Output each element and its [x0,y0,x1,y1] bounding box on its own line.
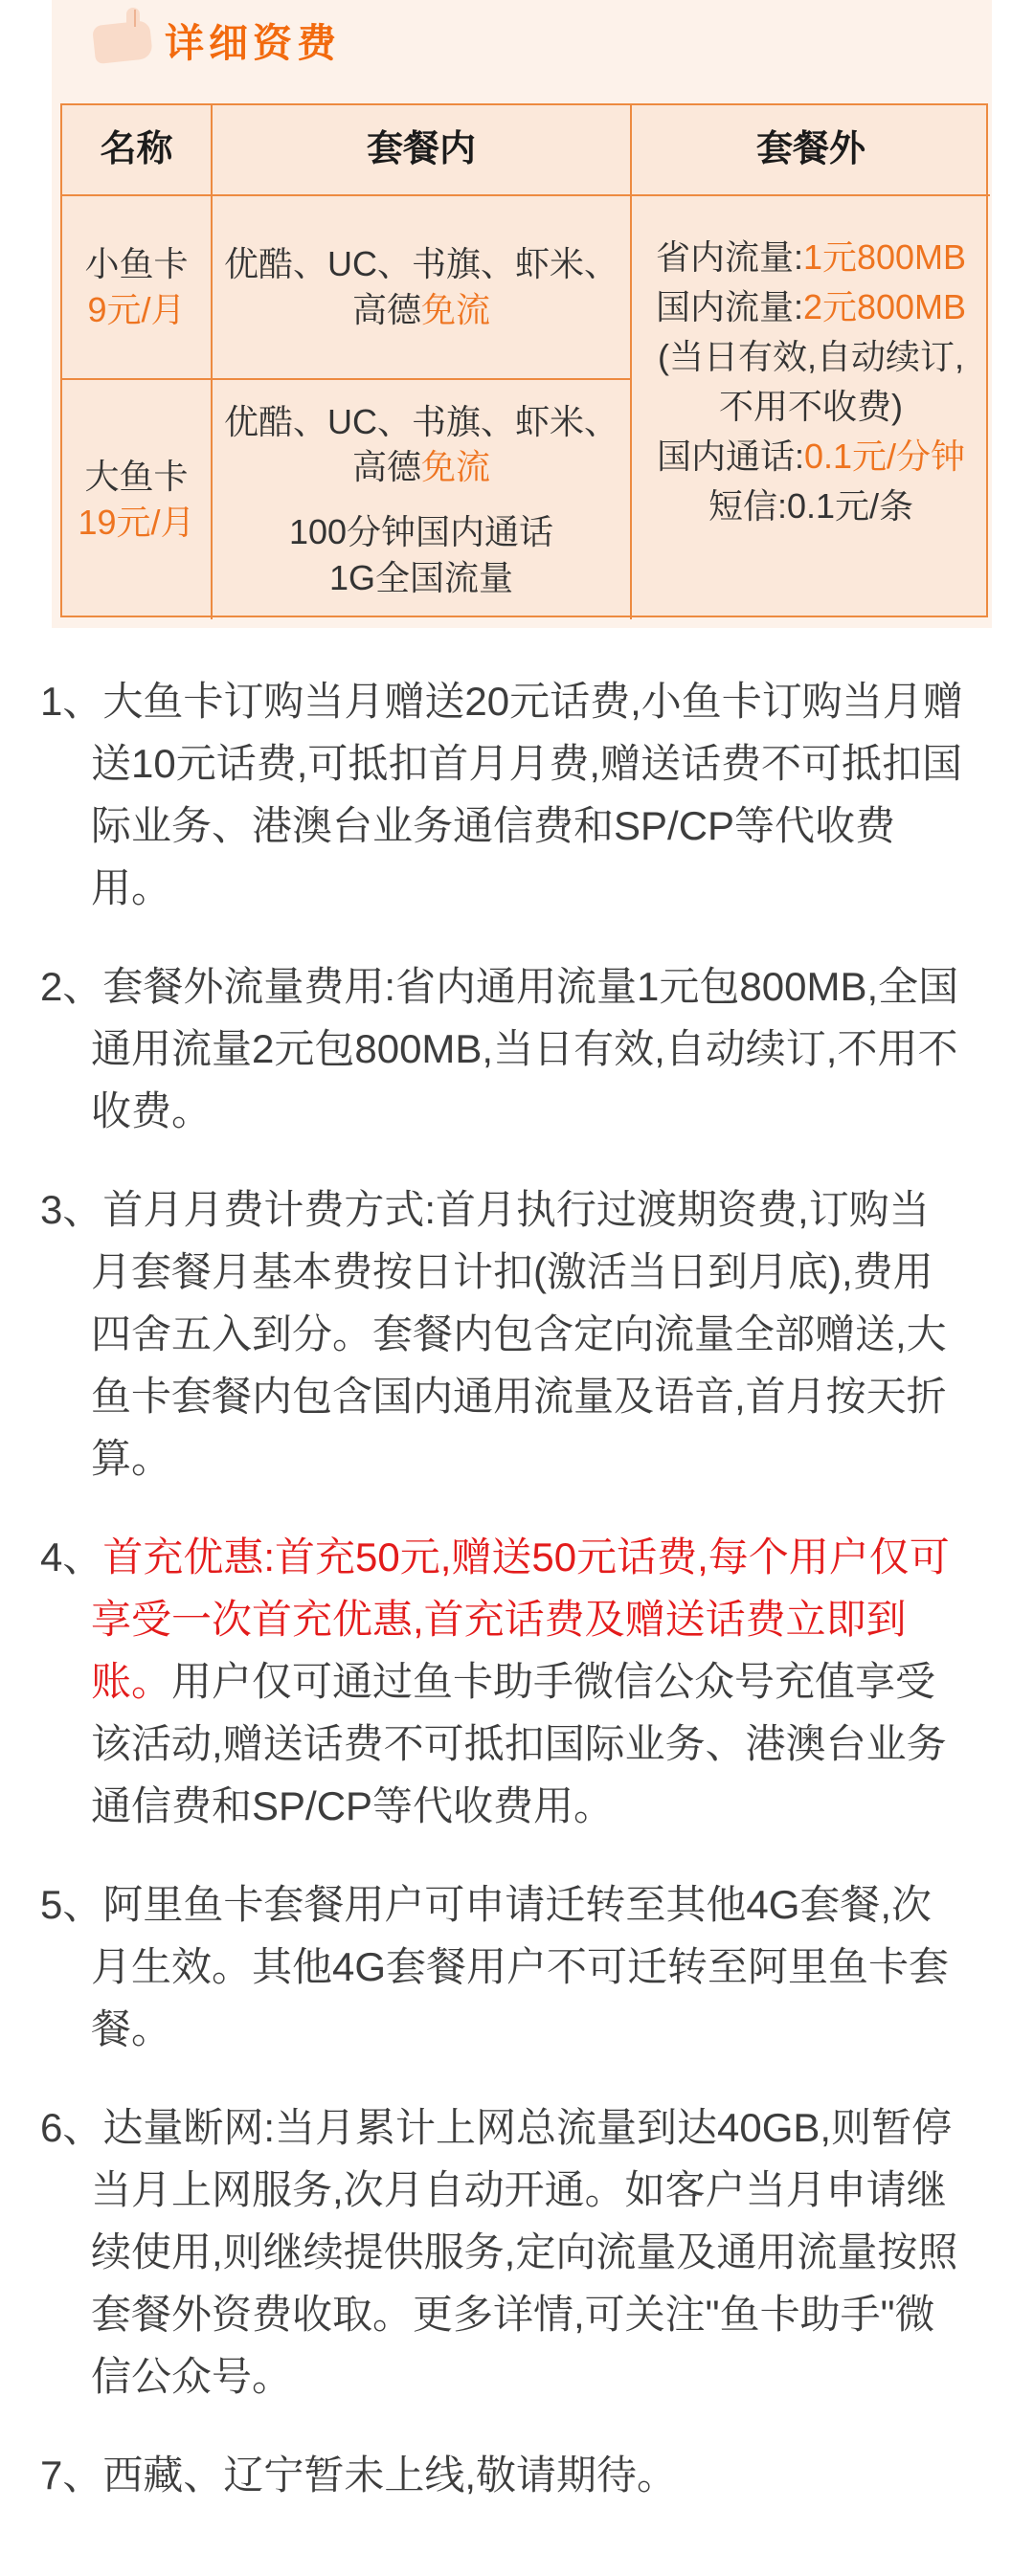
free-flow-tag: 免流 [421,447,491,487]
note-6: 6、达量断网:当月累计上网总流量到达40GB,则暂停当月上网服务,次月自动开通。如客户当月申请继续使用,则继续提供服务,定向流量及通用流量按照套餐外资费收取。更多详情,可关注"鱼卡助手"微信公众号。 [40,2105,958,2399]
plan-price: 9元/月 [87,290,186,329]
note-7: 7、西藏、辽宁暂未上线,敬请期待。 [40,2453,678,2498]
note-number: 3、 [40,1187,103,1232]
note-number: 2、 [40,964,103,1009]
apps-line1: 优酷、UC、书旗、虾米、 [224,244,618,284]
note-5: 5、阿里鱼卡套餐用户可申请迁转至其他4G套餐,次月生效。其他4G套餐用户不可迁转至阿里鱼卡套餐。 [40,1882,950,2051]
out-note-line1: (当日有效,自动续订, [658,336,964,376]
note-number: 4、 [40,1534,103,1579]
apps-line2: 高德免流 [351,447,491,487]
plan-name: 小鱼卡 [84,244,189,284]
out-note-line2: 不用不收费) [719,386,903,426]
plan-minutes: 100分钟国内通话 [288,512,554,551]
out-line-national: 国内流量:2元800MB [655,286,967,326]
table-header-name: 名称 [62,105,211,196]
out-package-cell [630,196,990,619]
out-line-call: 国内通话:0.1元/分钟 [656,436,966,476]
table-header-in-package: 套餐内 [211,105,630,196]
plan-name: 大鱼卡 [84,457,189,497]
note-number: 7、 [40,2453,103,2498]
note-4: 4、首充优惠:首充50元,赠送50元话费,每个用户仅可享受一次首充优惠,首充话费及赠送话费立即到账。用户仅可通过鱼卡助手微信公众号充值享受该活动,赠送话费不可抵扣国际业务、港澳台业务通信费和SP/CP等代收费用。 [40,1534,950,1828]
note-3: 3、首月月费计费方式:首月执行过渡期资费,订购当月套餐月基本费按日计扣(激活当日到月底),费用四舍五入到分。套餐内包含定向流量全部赠送,大鱼卡套餐内包含国内通用流量及语音,首月按天折算。 [40,1187,947,1481]
apps-line1: 优酷、UC、书旗、虾米、 [224,401,618,441]
hand-icon-palm [92,20,153,64]
free-flow-tag: 免流 [421,290,491,329]
table-header-out-package: 套餐外 [630,105,990,196]
hand-icon-tick [134,10,136,27]
in-package-cell-small-fish [211,196,630,378]
note-1: 1、大鱼卡订购当月赠送20元话费,小鱼卡订购当月赠送10元话费,可抵扣首月月费,赠送话费不可抵扣国际业务、港澳台业务通信费和SP/CP等代收费用。 [40,679,963,910]
note-number: 5、 [40,1882,103,1927]
promo-highlight: 首充优惠:首充50元,赠送50元话费,每个用户仅可享受一次首充优惠,首充话费及赠送话费立即到账。 [91,1534,950,1704]
out-line-sms: 短信:0.1元/条 [708,485,914,526]
out-line-province: 省内流量:1元800MB [655,236,967,277]
rate-table [60,103,988,617]
note-number: 6、 [40,2105,103,2150]
plan-name-cell-big-fish [62,378,211,619]
plan-name-cell-small-fish [62,196,211,378]
hand-icon [92,8,159,63]
plan-price: 19元/月 [78,503,195,542]
apps-line2: 高德免流 [351,290,491,329]
notes-section [40,670,969,2542]
in-package-cell-big-fish [211,378,630,619]
hand-icon-finger [126,8,140,34]
page-title: 详细资费 [165,21,341,65]
note-2: 2、套餐外流量费用:省内通用流量1元包800MB,全国通用流量2元包800MB,当日有效,自动续订,不用不收费。 [40,964,959,1133]
note-number: 1、 [40,679,103,724]
plan-data-allowance: 1G全国流量 [328,557,514,597]
